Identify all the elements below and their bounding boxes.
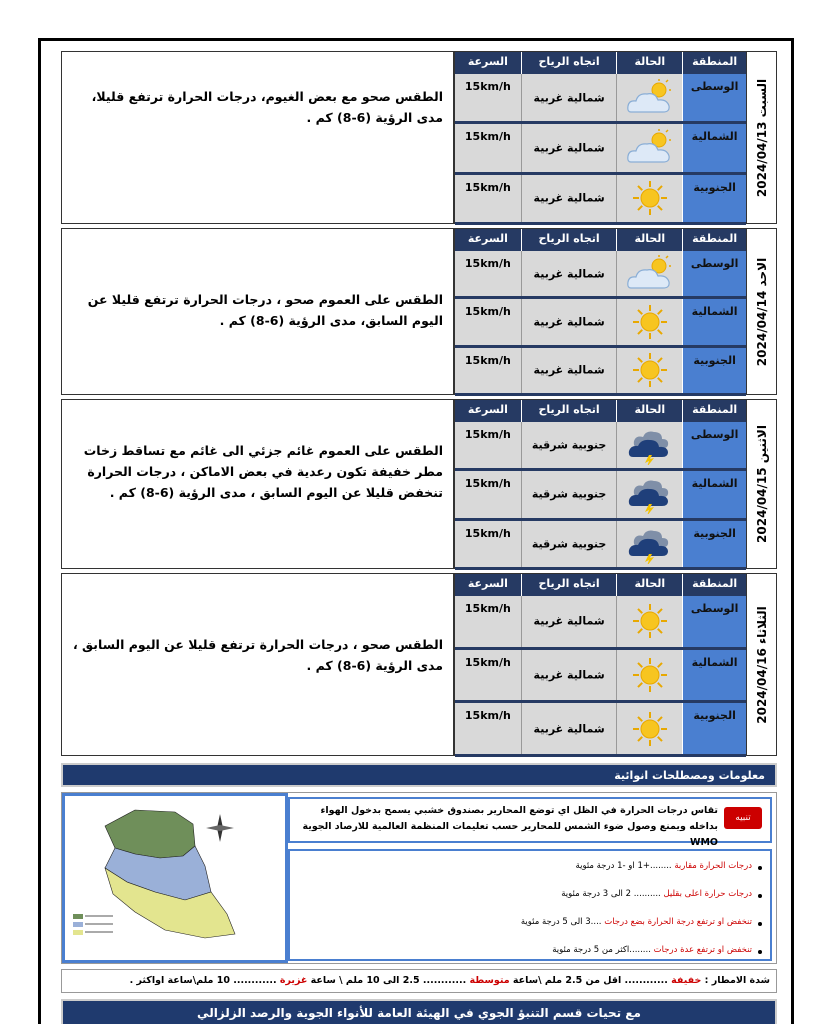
wind-speed: 15km/h bbox=[464, 130, 511, 144]
forecast-day bbox=[61, 51, 777, 224]
day-date: السبت 2024/04/13 bbox=[754, 78, 769, 197]
wind-direction: شمالية غربية bbox=[533, 614, 605, 628]
compass-icon bbox=[206, 814, 234, 842]
day-description: الطقس صحو ، درجات الحرارة ترتفع قليلا عن اليوم السابق ، مدى الرؤية (6-8) كم . bbox=[72, 637, 443, 673]
wind-cell bbox=[521, 251, 617, 296]
speed-cell bbox=[455, 251, 521, 296]
day-description-cell bbox=[62, 574, 454, 755]
wind-cell bbox=[521, 74, 617, 121]
iraq-map bbox=[62, 793, 288, 963]
bullet-icon bbox=[758, 922, 762, 926]
wind-direction: شمالية غربية bbox=[533, 141, 605, 155]
wind-cell bbox=[521, 471, 617, 517]
region-cell bbox=[682, 348, 746, 393]
region-cell bbox=[682, 521, 746, 567]
wind-direction: شمالية غربية bbox=[533, 315, 605, 329]
day-description-cell bbox=[62, 400, 454, 568]
wind-speed: 15km/h bbox=[464, 305, 511, 319]
note-box bbox=[288, 797, 772, 848]
region-name: الوسطى bbox=[690, 602, 739, 615]
speed-cell bbox=[455, 650, 521, 701]
region-row bbox=[455, 471, 746, 517]
rain-label: شدة الامطار : bbox=[704, 975, 770, 986]
wind-direction: شمالية غربية bbox=[533, 722, 605, 736]
wind-direction: جنوبية شرقية bbox=[531, 537, 607, 551]
terms-box bbox=[288, 849, 772, 961]
region-row bbox=[455, 299, 746, 344]
wind-speed: 15km/h bbox=[464, 80, 511, 93]
forecast-grid bbox=[454, 400, 746, 568]
region-name: الشمالية bbox=[691, 477, 738, 491]
term-label: درجات حرارة اعلى بقليل bbox=[663, 889, 752, 899]
header-wind: اتجاه الرياح bbox=[521, 52, 617, 74]
rain-heavy: غزيرة bbox=[279, 975, 308, 986]
speed-cell bbox=[455, 348, 521, 393]
region-name: الوسطى bbox=[690, 428, 739, 441]
wind-direction: جنوبية شرقية bbox=[531, 438, 607, 452]
term-item bbox=[576, 861, 752, 871]
notes-section bbox=[61, 792, 777, 964]
term-value: ........+1 او -1 درجة مئوية bbox=[575, 861, 672, 871]
state-cell bbox=[616, 175, 682, 222]
term-label: تنخفض او ترتفع عدة درجات bbox=[653, 945, 752, 955]
term-item bbox=[561, 889, 752, 899]
term-value: .......... 2 الى 3 درجة مئوية bbox=[561, 889, 661, 899]
header-region: المنطقة bbox=[682, 229, 746, 251]
day-description-cell bbox=[62, 52, 454, 223]
header-wind: اتجاه الرياح bbox=[521, 574, 617, 596]
region-cell bbox=[682, 596, 746, 647]
forecast-day bbox=[61, 573, 777, 756]
forecast-grid bbox=[454, 52, 746, 223]
region-row bbox=[455, 124, 746, 171]
header-state: الحالة bbox=[616, 574, 682, 596]
wind-direction: شمالية غربية bbox=[533, 668, 605, 682]
region-name: الجنوبية bbox=[693, 709, 736, 723]
wind-cell bbox=[521, 299, 617, 344]
region-name: الجنوبية bbox=[693, 353, 736, 367]
rain-light: خفيفة bbox=[671, 975, 702, 986]
grid-header bbox=[455, 574, 746, 596]
speed-cell bbox=[455, 124, 521, 171]
state-cell bbox=[616, 471, 682, 517]
region-row bbox=[455, 251, 746, 296]
grid-header bbox=[455, 52, 746, 74]
speed-cell bbox=[455, 703, 521, 754]
header-speed: السرعة bbox=[455, 574, 521, 596]
day-date: الاثنين 2024/04/15 bbox=[754, 425, 769, 543]
state-cell bbox=[616, 703, 682, 754]
wind-speed: 15km/h bbox=[464, 257, 511, 270]
header-speed: السرعة bbox=[455, 400, 521, 422]
region-row bbox=[455, 74, 746, 121]
forecast-grid bbox=[454, 574, 746, 755]
header-wind: اتجاه الرياح bbox=[521, 229, 617, 251]
region-name: الجنوبية bbox=[693, 180, 736, 194]
region-row bbox=[455, 422, 746, 468]
state-cell bbox=[616, 422, 682, 468]
wind-direction: شمالية غربية bbox=[533, 267, 605, 281]
wind-direction: شمالية غربية bbox=[533, 363, 605, 377]
region-row bbox=[455, 596, 746, 647]
rain-intensity-bar bbox=[61, 969, 777, 993]
state-cell bbox=[616, 299, 682, 344]
rain-heavy-value: ............ 10 ملم\ساعة اواكثر . bbox=[129, 975, 277, 986]
wind-speed: 15km/h bbox=[464, 602, 511, 615]
state-cell bbox=[616, 74, 682, 121]
rain-medium-value: ............ 2.5 الى 10 ملم \ ساعة bbox=[310, 975, 467, 986]
bullet-icon bbox=[758, 950, 762, 954]
footer-text: مع تحيات قسم التنبؤ الجوي في الهيئة العامة للأنواء الجوية والرصد الزلزالي bbox=[197, 1006, 641, 1020]
speed-cell bbox=[455, 422, 521, 468]
forecast-day bbox=[61, 399, 777, 569]
region-name: الشمالية bbox=[691, 655, 738, 669]
region-cell bbox=[682, 175, 746, 222]
footer-bar bbox=[61, 999, 777, 1024]
term-label: درجات الحرارة مقاربة bbox=[674, 861, 752, 871]
region-cell bbox=[682, 650, 746, 701]
wind-cell bbox=[521, 650, 617, 701]
wind-cell bbox=[521, 521, 617, 567]
region-row bbox=[455, 703, 746, 754]
header-speed: السرعة bbox=[455, 229, 521, 251]
region-cell bbox=[682, 251, 746, 296]
bullet-icon bbox=[758, 866, 762, 870]
region-row bbox=[455, 521, 746, 567]
term-value: ....3 الى 5 درجة مئوية bbox=[520, 917, 602, 927]
wind-speed: 15km/h bbox=[464, 709, 511, 723]
region-name: الجنوبية bbox=[693, 526, 736, 540]
header-state: الحالة bbox=[616, 229, 682, 251]
header-region: المنطقة bbox=[682, 52, 746, 74]
rain-light-value: ............ اقل من 2.5 ملم \ساعة bbox=[512, 975, 668, 986]
header-region: المنطقة bbox=[682, 574, 746, 596]
speed-cell bbox=[455, 596, 521, 647]
grid-header bbox=[455, 400, 746, 422]
forecast-day bbox=[61, 228, 777, 395]
day-description: الطقس على العموم صحو ، درجات الحرارة ترتفع قليلا عن اليوم السابق، مدى الرؤية (6-8) كم . bbox=[87, 292, 443, 328]
region-row bbox=[455, 175, 746, 222]
term-label: تنخفض او ترتفع درجة الحرارة بضع درجات bbox=[604, 917, 752, 927]
wind-speed: 15km/h bbox=[464, 180, 511, 194]
region-row bbox=[455, 348, 746, 393]
day-description-cell bbox=[62, 229, 454, 394]
state-cell bbox=[616, 596, 682, 647]
region-row bbox=[455, 650, 746, 701]
state-cell bbox=[616, 521, 682, 567]
grid-header bbox=[455, 229, 746, 251]
day-description: الطقس على العموم غائم جزئي الى غائم مع تساقط زخات مطر خفيفة تكون رعدية في بعض الاماكن ، درجات الحرارة تنخفض قليلا عن اليوم السابق ، مدى الرؤية (6-8) كم . bbox=[83, 443, 443, 500]
speed-cell bbox=[455, 299, 521, 344]
day-date: الثلاثاء 2024/04/16 bbox=[754, 605, 769, 724]
region-cell bbox=[682, 703, 746, 754]
wind-speed: 15km/h bbox=[464, 428, 511, 441]
state-cell bbox=[616, 348, 682, 393]
region-cell bbox=[682, 74, 746, 121]
wind-cell bbox=[521, 175, 617, 222]
region-cell bbox=[682, 299, 746, 344]
wind-speed: 15km/h bbox=[464, 353, 511, 367]
date-cell bbox=[746, 52, 776, 223]
header-state: الحالة bbox=[616, 52, 682, 74]
region-name: الوسطى bbox=[690, 257, 739, 270]
state-cell bbox=[616, 650, 682, 701]
date-cell bbox=[746, 574, 776, 755]
term-item bbox=[521, 917, 752, 927]
speed-cell bbox=[455, 471, 521, 517]
region-cell bbox=[682, 471, 746, 517]
wind-cell bbox=[521, 422, 617, 468]
wind-cell bbox=[521, 596, 617, 647]
header-state: الحالة bbox=[616, 400, 682, 422]
speed-cell bbox=[455, 521, 521, 567]
forecast-grid bbox=[454, 229, 746, 394]
rain-medium: متوسطة bbox=[469, 975, 510, 986]
day-description: الطقس صحو مع بعض الغيوم، درجات الحرارة ترتفع قليلا، مدى الرؤية (6-8) كم . bbox=[91, 89, 443, 125]
wind-speed: 15km/h bbox=[464, 655, 511, 669]
date-cell bbox=[746, 400, 776, 568]
wind-direction: شمالية غربية bbox=[533, 91, 605, 105]
wind-speed: 15km/h bbox=[464, 526, 511, 540]
note-text: تقاس درجات الحرارة في الظل اي توضع المحارير بصندوق خشبي يسمح بدخول الهواء بداخله ويمنع وصول ضوء الشمس للمحارير حسب تعليمات المنظمة العالمية للارصاد الجوية WMO bbox=[302, 805, 718, 848]
wind-direction: شمالية غربية bbox=[533, 191, 605, 205]
date-cell bbox=[746, 229, 776, 394]
wind-direction: جنوبية شرقية bbox=[531, 487, 607, 501]
note-tag: تنبيه bbox=[724, 807, 762, 829]
speed-cell bbox=[455, 74, 521, 121]
state-cell bbox=[616, 124, 682, 171]
speed-cell bbox=[455, 175, 521, 222]
region-cell bbox=[682, 124, 746, 171]
wind-cell bbox=[521, 703, 617, 754]
header-region: المنطقة bbox=[682, 400, 746, 422]
header-wind: اتجاه الرياح bbox=[521, 400, 617, 422]
bullet-icon bbox=[758, 894, 762, 898]
info-title-bar bbox=[61, 763, 777, 787]
term-item bbox=[552, 945, 752, 955]
region-name: الشمالية bbox=[691, 130, 738, 144]
region-name: الوسطى bbox=[690, 80, 739, 93]
region-cell bbox=[682, 422, 746, 468]
term-value: ........اكثر من 5 درجة مئوية bbox=[552, 945, 651, 955]
wind-cell bbox=[521, 124, 617, 171]
info-title: معلومات ومصطلحات انوائية bbox=[614, 769, 765, 782]
wind-cell bbox=[521, 348, 617, 393]
day-date: الاحد 2024/04/14 bbox=[754, 257, 769, 366]
state-cell bbox=[616, 251, 682, 296]
page-frame bbox=[38, 38, 794, 1024]
header-speed: السرعة bbox=[455, 52, 521, 74]
region-name: الشمالية bbox=[691, 305, 738, 319]
wind-speed: 15km/h bbox=[464, 477, 511, 491]
